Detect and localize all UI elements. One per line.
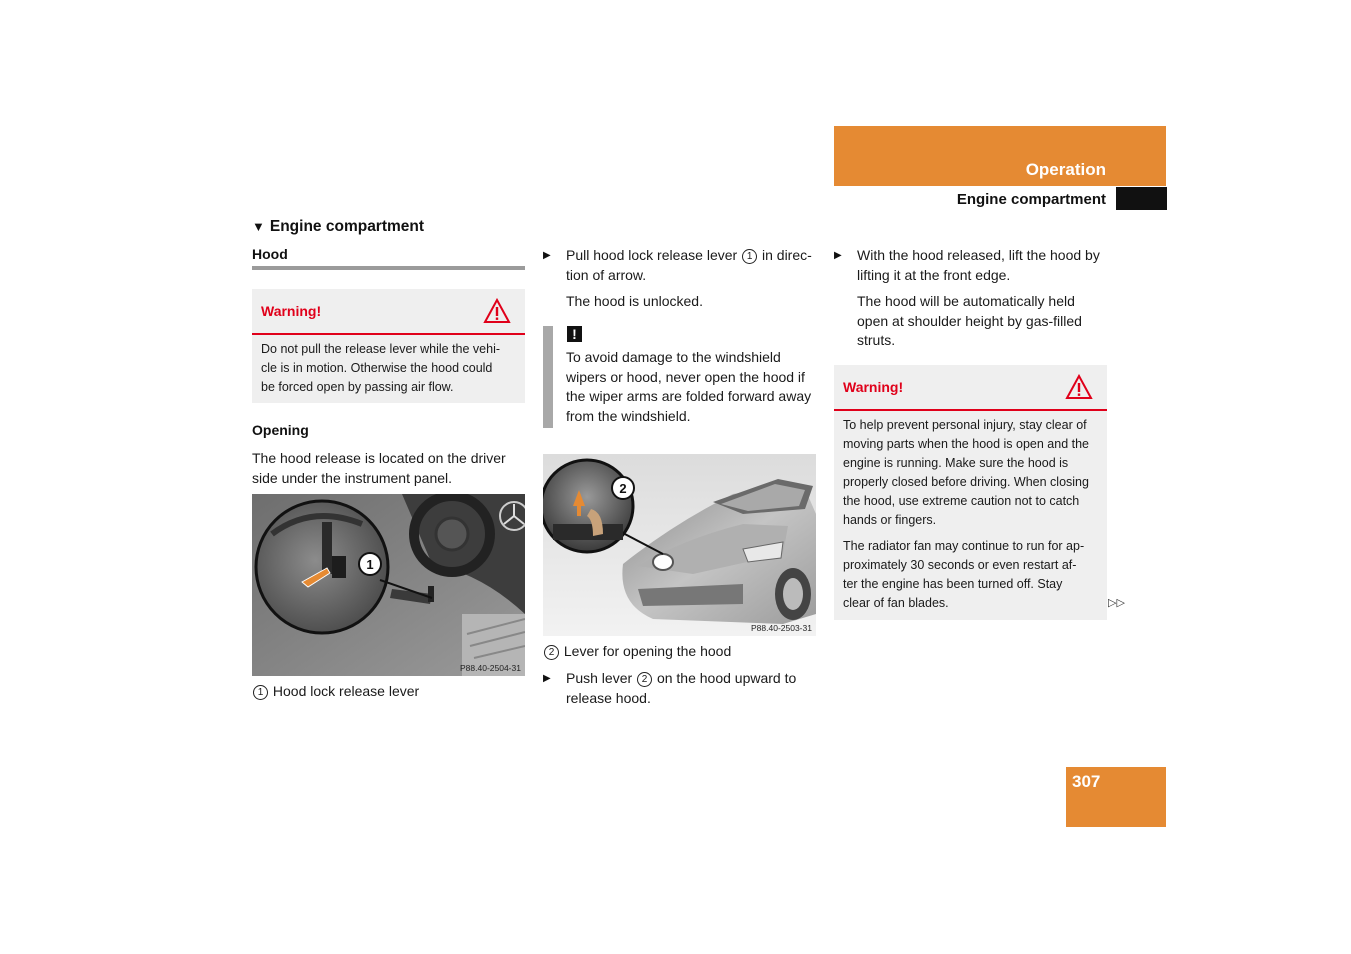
bullet-triangle-icon: ▶: [543, 250, 551, 261]
warning-triangle-icon: [1065, 374, 1093, 400]
callout-number: 1: [253, 685, 268, 700]
figure-hood-lever: [543, 454, 816, 636]
step-text: lifting it at the front edge.: [857, 266, 1011, 283]
warning-line: the hood, use extreme caution not to catch: [843, 494, 1080, 508]
warning-body: [834, 411, 1107, 621]
opening-heading: Opening: [252, 422, 309, 438]
callout-number: 2: [544, 645, 559, 660]
hood-heading: Hood: [252, 246, 288, 262]
notice-line: To avoid damage to the windshield: [566, 349, 781, 365]
header-band: [834, 126, 1166, 186]
car-hood-illustration: [543, 454, 816, 636]
notice-line: the wiper arms are folded forward away: [566, 388, 812, 404]
warning-line: Do not pull the release lever while the vehi-: [261, 342, 501, 356]
warning-line: To help prevent personal injury, stay clear of: [843, 418, 1087, 432]
step-text: in direc-: [762, 247, 812, 263]
warning-line: hands or fingers.: [843, 513, 937, 527]
warning-line: clear of fan blades.: [843, 596, 949, 610]
step-text: Pull hood lock release lever: [566, 247, 738, 263]
result-line: struts.: [857, 332, 896, 348]
notice-bar: [543, 326, 553, 428]
notice-exclamation-icon: !: [567, 326, 582, 342]
warning-line: The radiator fan may continue to run for ap-: [843, 539, 1085, 553]
warning-line: ter the engine has been turned off. Stay: [843, 577, 1063, 591]
caption-text: Hood lock release lever: [272, 683, 420, 699]
warning-line: engine is running. Make sure the hood is: [843, 456, 1069, 470]
warning-line: properly closed before driving. When closing: [843, 475, 1089, 489]
opening-text: [252, 449, 532, 488]
callout-number: 1: [742, 249, 757, 264]
warning-box-2: [834, 365, 1107, 620]
chapter-subtitle: Engine compartment: [956, 191, 1106, 208]
page-number: 307: [1072, 772, 1101, 791]
header-marker: [1116, 187, 1167, 210]
notice-line: wipers or hood, never open the hood if: [566, 368, 805, 385]
warning-header: [252, 289, 525, 335]
step-text: Push lever: [566, 670, 633, 686]
step-text: With the hood released, lift the hood by: [857, 247, 1100, 263]
figure-2-caption: [543, 642, 731, 662]
chapter-title: Operation: [1025, 160, 1106, 179]
bullet-triangle-icon: ▶: [543, 673, 551, 684]
figure-2-code: P88.40-2503-31: [751, 623, 812, 633]
warning-line: cle is in motion. Otherwise the hood could: [261, 361, 493, 375]
continued-arrows-icon: ▷▷: [1108, 597, 1125, 609]
section-title: [252, 218, 424, 236]
figure-1-code: P88.40-2504-31: [460, 663, 521, 673]
step-lift-hood: [857, 246, 1117, 285]
step-text: tion of arrow.: [566, 266, 647, 283]
warning-line: proximately 30 seconds or even restart af-: [843, 558, 1077, 572]
step-pull-lever: [566, 246, 821, 285]
result-unlocked: The hood is unlocked.: [566, 293, 703, 309]
section-title-text: Engine compartment: [269, 218, 425, 235]
result-line: The hood will be automatically held: [857, 293, 1075, 309]
figure-1-caption: [252, 682, 419, 702]
figure-hood-release-lever: [252, 494, 525, 676]
step-text: on the hood upward to: [656, 670, 797, 686]
warning-box-1: [252, 289, 525, 403]
callout-number: 2: [637, 672, 652, 687]
warning-body: [252, 335, 525, 405]
figure-2-callout: 2: [619, 481, 627, 496]
result-held-open: [857, 292, 1117, 351]
step-text: release hood.: [566, 689, 651, 706]
notice-text: [566, 348, 821, 426]
caption-text: Lever for opening the hood: [563, 643, 732, 659]
warning-label: Warning!: [843, 379, 904, 395]
notice-line: from the windshield.: [566, 407, 691, 424]
bullet-triangle-icon: ▶: [834, 250, 842, 261]
hood-rule: [252, 266, 525, 270]
opening-line: The hood release is located on the driver: [252, 450, 506, 466]
warning-header: [834, 365, 1107, 411]
figure-1-callout: 1: [366, 557, 374, 572]
warning-line: be forced open by passing air flow.: [261, 380, 454, 394]
warning-label: Warning!: [261, 303, 322, 319]
warning-line: moving parts when the hood is open and the: [843, 437, 1090, 451]
result-line: open at shoulder height by gas-filled: [857, 312, 1082, 329]
step-push-lever: [566, 669, 821, 708]
hood-release-illustration: [252, 494, 525, 676]
section-triangle-icon: ▼: [252, 219, 265, 234]
opening-line: side under the instrument panel.: [252, 469, 453, 486]
warning-triangle-icon: [483, 298, 511, 324]
